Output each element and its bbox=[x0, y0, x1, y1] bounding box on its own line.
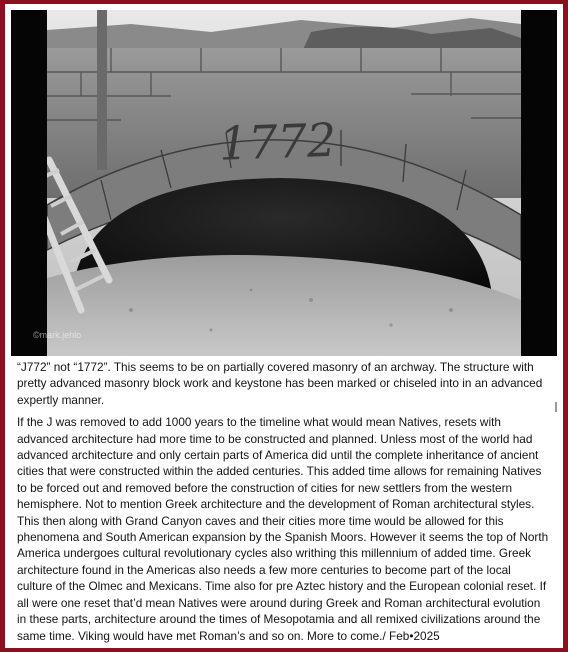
archway-photo bbox=[11, 10, 557, 356]
photo-watermark: ©mark.jehlo bbox=[33, 330, 82, 340]
post-paragraph-2: If the J was removed to add 1000 years to the timeline what would mean Natives, resets with advanced architecture had more time to be constructed and planned. Unless most of the world had advanced architecture and only certain parts of America did until the complete inheritance of ancient cities that were constructed within the added centuries. This added time allows for remaining Natives to be forced out and removed before the construction of cities for new settlers from the western hemisphere. Not to mention Greek architecture and the development of Roman architectural styles. This then along with Grand Canyon caves and their cities more time would be allowed for this phenomena and South American expansion by the Spanish Moors. However it seems the top of North America undergoes cultural revolutionary cycles also writhing this millennium of added time. Greek architecture found in the Americas also needs a few more centuries to become part of the local culture of the Olmec and Mexicans. Time also for pre Aztec history and the European colonial reset. If all were one reset that’d mean Natives were around during Greek and Roman architectural evolution in these parts, architecture around the times of Mesopotamia and all remixed civilizations around the same time. Viking would have met Roman’s and so on. More to come./ Feb•2025 bbox=[17, 415, 549, 643]
scrollbar-thumb[interactable] bbox=[555, 402, 557, 412]
carved-date-text: 1772 bbox=[218, 112, 338, 171]
post-card bbox=[5, 4, 563, 648]
post-text bbox=[11, 359, 553, 643]
post-paragraph-1: “J772” not “1772”. This seems to be on partially covered masonry of an archway. The structure with pretty advanced masonry block work and keystone has been marked or chiseled into in an advanced expertly manner. bbox=[17, 360, 543, 407]
archway-image bbox=[11, 10, 557, 356]
